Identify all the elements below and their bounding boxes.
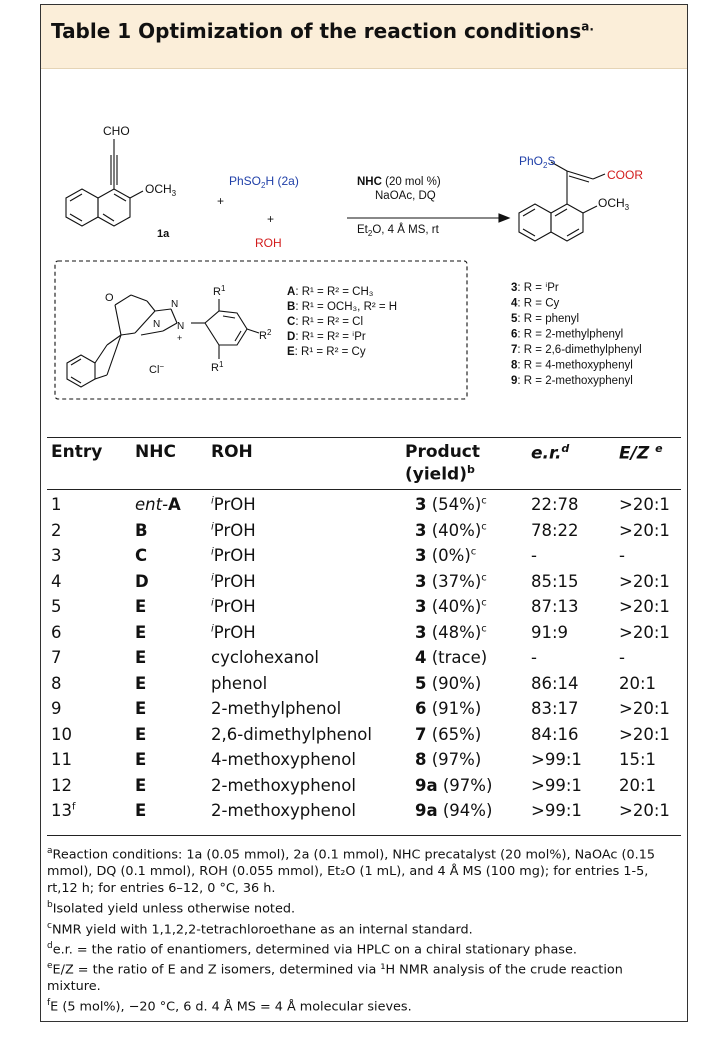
cell-roh: phenol	[211, 673, 268, 693]
cell-product: 3 $(0\%)^c$	[415, 546, 477, 565]
cell-product: 4 (trace)	[415, 648, 488, 667]
svg-text:O: O	[105, 292, 114, 304]
catalyst-r2: $R^2$	[259, 328, 272, 342]
cell-er: >99:1	[531, 801, 582, 820]
catalyst-def-b: B: R¹ = OCH₃, R² = H	[287, 301, 398, 313]
cell-entry: 12	[51, 775, 72, 795]
cell-product: 7 (65%)	[415, 724, 482, 744]
title-bar	[41, 5, 687, 69]
cell-entry: 3	[51, 546, 62, 565]
prod-ester: COOR	[607, 168, 643, 182]
reaction-scheme	[41, 73, 687, 443]
product-def-3: 3: R = ⁱPr	[511, 282, 559, 294]
catalyst-cl: Cl−	[149, 362, 165, 376]
prod-so2ph: PhO$_2$S	[519, 154, 556, 170]
cell-roh: $^i$PrOH	[211, 622, 256, 642]
cell-nhc: E	[135, 699, 147, 718]
cell-nhc: C	[135, 546, 148, 565]
cell-er: 84:16	[531, 724, 579, 744]
cell-product: 6 (91%)	[415, 699, 482, 718]
cell-nhc: B	[135, 520, 148, 540]
cell-entry: 1	[51, 495, 62, 514]
cell-roh: $^i$PrOH	[211, 520, 256, 540]
product-def-6: 6: R = 2-methylphenyl	[511, 328, 624, 341]
cell-roh: $^i$PrOH	[211, 597, 256, 616]
cond-base: NaOAc, DQ	[375, 190, 436, 202]
table-title	[51, 19, 594, 43]
cell-ez: >20:1	[619, 597, 670, 616]
cell-entry: 11	[51, 750, 72, 769]
cell-nhc: E	[135, 775, 147, 795]
product-def-7: 7: R = 2,6-dimethylphenyl	[511, 344, 642, 356]
cell-roh: 2-methoxyphenol	[211, 775, 356, 795]
header-yield: (yield)$^b$	[405, 463, 475, 485]
svg-text:N: N	[171, 299, 179, 310]
catalyst-def-a: A: R¹ = R² = CH₃	[287, 286, 374, 298]
cell-ez: >20:1	[619, 801, 670, 820]
header-ez: E/Z $^e$	[619, 442, 663, 464]
cell-product: 5 (90%)	[415, 673, 482, 693]
cond-nhc: NHC (20 mol %)	[357, 176, 441, 188]
table-frame	[40, 4, 688, 1022]
cell-product: 8 (97%)	[415, 750, 482, 769]
header-divider	[47, 489, 681, 490]
cell-ez: -	[619, 648, 625, 667]
cell-er: 87:13	[531, 597, 579, 616]
cell-nhc: E	[135, 673, 147, 693]
cell-nhc: E	[135, 622, 147, 642]
catalyst-def-c: C: R¹ = R² = Cl	[287, 316, 364, 328]
cell-ez: >20:1	[619, 571, 670, 591]
footnote-b: $^b$Isolated yield unless otherwise noted.	[47, 900, 296, 917]
cell-ez: >20:1	[619, 520, 670, 540]
cell-ez: 20:1	[619, 775, 657, 795]
cell-ez: -	[619, 546, 625, 565]
cell-nhc: D	[135, 571, 149, 591]
cell-ez: 15:1	[619, 750, 657, 769]
reagent-phso2h: PhSO$_2$H (2a)	[229, 174, 299, 190]
catalyst-r1-top: $R^1$	[213, 284, 226, 298]
cell-product: 3 $(40\%)^c$	[415, 597, 487, 616]
cell-nhc: E	[135, 648, 147, 667]
svg-text:N: N	[153, 319, 161, 330]
catalyst-def-d: D: R¹ = R² = ⁱPr	[287, 331, 366, 343]
cell-ez: >20:1	[619, 495, 670, 514]
header-er: e.r.$^d$	[531, 442, 570, 464]
scheme-divider	[47, 437, 681, 438]
cell-er: -	[531, 648, 537, 667]
prod-ome: $OCH_3$	[598, 196, 630, 212]
cell-entry: 4	[51, 571, 62, 591]
cond-solvent: $Et_2O$, 4 Å MS, rt	[357, 224, 439, 238]
cell-roh: cyclohexanol	[211, 648, 319, 667]
cell-roh: 2-methoxyphenol	[211, 801, 356, 820]
cell-er: -	[531, 546, 537, 565]
cell-er: 85:15	[531, 571, 579, 591]
cell-er: 83:17	[531, 699, 579, 718]
cell-nhc: ent-A	[135, 495, 181, 514]
reagent-roh: ROH	[255, 236, 282, 250]
footnote-f: $^f$E (5 mol%), −20 °C, 6 d. 4 Å MS = 4 Å molecular sieves.	[47, 998, 412, 1015]
cell-roh: $^i$PrOH	[211, 546, 256, 565]
cell-ez: 20:1	[619, 673, 657, 693]
table-number: Table 1	[51, 19, 132, 43]
product-def-8: 8: R = 4-methoxyphenyl	[511, 359, 633, 372]
title-footnote-mark: a.	[581, 19, 594, 34]
cell-er: >99:1	[531, 750, 582, 769]
sm-label: 1a	[157, 228, 170, 240]
header-entry: Entry	[51, 442, 103, 462]
cell-nhc: E	[135, 750, 147, 769]
cell-er: 86:14	[531, 673, 579, 693]
plus-sign-2: +	[267, 212, 275, 226]
cell-er: 22:78	[531, 495, 579, 514]
footnote-e: $^e$E/Z = the ratio of E and Z isomers, determined via ¹H NMR analysis of the crude reaction mixture.	[47, 961, 623, 995]
plus-sign: +	[217, 194, 225, 208]
cell-product: 3 $(48\%)^c$	[415, 622, 487, 642]
product-def-5: 5: R = phenyl	[511, 313, 580, 325]
table-caption: Optimization of the reaction conditions	[138, 19, 582, 43]
cell-product: 3 $(54\%)^c$	[415, 495, 487, 514]
cell-entry: 9	[51, 699, 62, 718]
sm-ome-label: $OCH_3$	[145, 182, 177, 198]
cell-ez: >20:1	[619, 622, 670, 642]
cell-entry: 6	[51, 622, 62, 642]
cell-nhc: E	[135, 597, 147, 616]
cell-roh: 2,6-dimethylphenol	[211, 724, 372, 744]
cell-er: 91:9	[531, 622, 569, 642]
cell-roh: 4-methoxyphenol	[211, 750, 356, 769]
cell-nhc: E	[135, 724, 147, 744]
footnote-a: $^a$Reaction conditions: 1a (0.05 mmol), 2a (0.1 mmol), NHC precatalyst (20 mol%), NaOAc (0.15 mmol), DQ (0.1 mmol), ROH (0.055 mmol), Et₂O (1 mL), and 4 Å MS (100 mg); for entries 1-5, rt,12 h; for entries 6–12, 0 °C, 36 h.	[47, 846, 655, 897]
cell-ez: >20:1	[619, 724, 670, 744]
cell-product: 3 $(40\%)^c$	[415, 520, 487, 540]
cell-ez: >20:1	[619, 699, 670, 718]
svg-text:N: N	[177, 321, 185, 332]
footnote-c: $^c$NMR yield with 1,1,2,2-tetrachloroethane as an internal standard.	[47, 920, 473, 937]
cell-roh: 2-methylphenol	[211, 699, 342, 718]
cell-er: >99:1	[531, 775, 582, 795]
header-product: Product	[405, 442, 480, 462]
cell-product: 3 $(37\%)^c$	[415, 571, 487, 591]
cell-nhc: E	[135, 801, 147, 820]
cell-product: 9a (97%)	[415, 775, 493, 795]
cell-entry: 10	[51, 724, 72, 744]
catalyst-r1-bottom: $R^1$	[211, 360, 224, 374]
cell-entry: 5	[51, 597, 62, 616]
cell-er: 78:22	[531, 520, 579, 540]
footnote-d: $^d$e.r. = the ratio of enantiomers, determined via HPLC on a chiral stationary phase.	[47, 940, 577, 958]
catalyst-def-e: E: R¹ = R² = Cy	[287, 346, 366, 358]
product-def-9: 9: R = 2-methoxyphenyl	[511, 375, 633, 387]
cell-product: 9a (94%)	[415, 801, 493, 820]
header-roh: ROH	[211, 442, 253, 462]
svg-text:+: +	[177, 333, 183, 343]
product-def-4: 4: R = Cy	[511, 297, 560, 310]
cell-roh: $^i$PrOH	[211, 571, 256, 591]
table-bottom-rule	[47, 835, 681, 836]
header-nhc: NHC	[135, 442, 176, 462]
cell-entry: 2	[51, 520, 62, 540]
cell-entry: 7	[51, 648, 62, 667]
sm-aldehyde-label: CHO	[103, 124, 130, 138]
cell-roh: $^i$PrOH	[211, 495, 256, 514]
cell-entry: 8	[51, 673, 62, 693]
footnotes	[47, 843, 677, 1016]
cell-entry: 13$^f$	[51, 801, 76, 820]
